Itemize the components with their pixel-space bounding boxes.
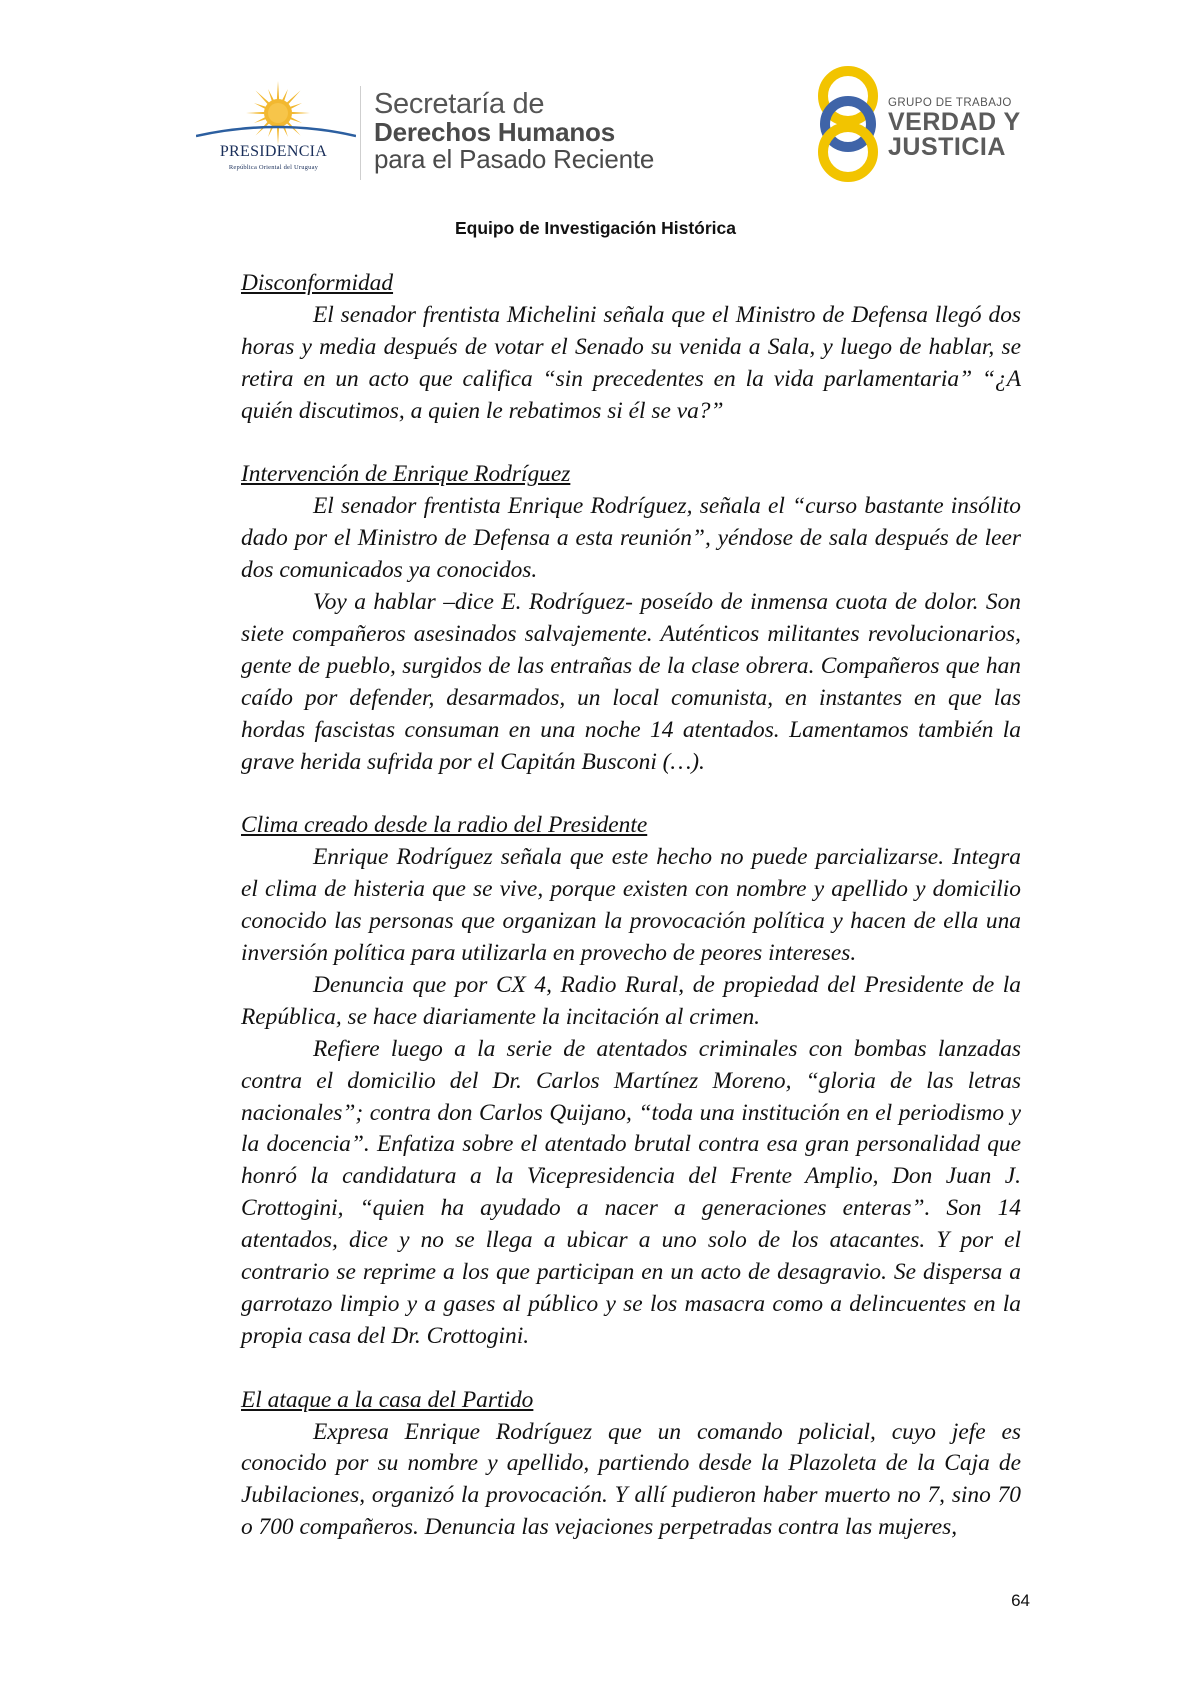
sun-ray bbox=[282, 89, 288, 102]
sun-ray bbox=[277, 81, 279, 100]
paragraph: Denuncia que por CX 4, Radio Rural, de propiedad del Presidente de la República, se hace diariamente la incitación al crimen. bbox=[241, 971, 1021, 1030]
grupo-line-3: JUSTICIA bbox=[888, 133, 1006, 161]
sun-ray bbox=[290, 117, 303, 123]
page-number: 64 bbox=[1011, 1591, 1030, 1610]
section-title: Disconformidad bbox=[241, 270, 394, 296]
secretaria-title bbox=[374, 89, 654, 173]
paragraph: Expresa Enrique Rodríguez que un comando policial, cuyo jefe es conocido por su nombre y apellido, partiendo desde la Plazoleta de la Caja de Jubilaciones, organizó la provocación. Y allí pudieron haber muerto no 7, sino 70 o 700 compañeros. Denuncia las vejaciones perpetradas contra las mujeres, bbox=[241, 1418, 1021, 1541]
paragraph: El senador frentista Michelini señala que el Ministro de Defensa llegó dos horas y media después de votar el Senado su venida a Sala, y luego de hablar, se retira en un acto que califica “sin precedentes en la vida parlamentaria” “¿A quién discutimos, a quien le rebatimos si él se va?” bbox=[241, 301, 1021, 424]
sun-ray bbox=[254, 103, 267, 109]
sun-ray bbox=[254, 117, 267, 123]
section-title: Clima creado desde la radio del Presidente bbox=[241, 812, 648, 839]
presidencia-name: PRESIDENCIA bbox=[219, 143, 328, 160]
page-header bbox=[0, 0, 1191, 200]
presidencia-subtitle: República Oriental del Uruguay bbox=[228, 164, 319, 171]
secretaria-line-2: Derechos Humanos bbox=[374, 117, 615, 147]
sun-ray bbox=[246, 112, 265, 114]
sun-ray bbox=[286, 90, 300, 104]
sun-ray bbox=[268, 89, 274, 102]
grupo-line-1: GRUPO DE TRABAJO bbox=[888, 97, 1012, 109]
section-ataque bbox=[241, 1385, 1021, 1545]
sun-ray bbox=[291, 112, 310, 114]
paragraph: Refiere luego a la serie de atentados criminales con bombas lanzadas contra el domicilio del Dr. Carlos Martínez Moreno, “gloria de las letras nacionales”; contra don Carlos Quijano, “toda una institución en el periodismo y la docencia”. Enfatiza sobre el atentado brutal contra esa gran personalidad que honró la candidatura a la Vicepresidencia del Frente Amplio, Don Juan J. Crottogini, “quien ha ayudado a nacer a generaciones enteras”. Son 14 atentados, dice y no se llega a ubicar a uno solo de los atacantes. Y por el contrario se reprime a los que participan en un acto de desagravio. Se dispersa a garrotazo limpio y a gases al público y se los masacra como a delincuentes en la propia casa del Dr. Crottogini. bbox=[241, 1035, 1021, 1349]
section-disconformidad bbox=[241, 268, 1021, 428]
section-intervencion bbox=[241, 459, 1021, 778]
paragraph: Voy a hablar –dice E. Rodríguez- poseído de inmensa cuota de dolor. Son siete compañeros asesinados salvajemente. Auténticos militantes revolucionarios, gente de pueblo, surgidos de las entrañas de la clase obrera. Compañeros que han caído por defender, desarmados, un local comunista, en instantes en que las hordas fascistas consuman en una noche 14 atentados. Lamentamos también la grave herida sufrida por el Capitán Busconi (…). bbox=[241, 589, 1021, 775]
sun-ray bbox=[290, 103, 303, 109]
header-divider bbox=[360, 86, 361, 180]
grupo-rings-logo bbox=[808, 62, 888, 186]
secretaria-line-3: para el Pasado Reciente bbox=[374, 144, 655, 174]
sun-ray bbox=[255, 90, 269, 104]
paragraph: Enrique Rodríguez señala que este hecho no puede parcializarse. Integra el clima de histeria que se vive, porque existen con nombre y apellido y domicilio conocido las personas que organizan la provocación política y hacen de ella una inversión política para utilizarla en provecho de peores intereses. bbox=[241, 844, 1021, 966]
grupo-line-2: VERDAD Y bbox=[888, 108, 1021, 136]
section-clima bbox=[241, 810, 1021, 1352]
section-title: El ataque a la casa del Partido bbox=[241, 1386, 534, 1413]
team-title: Equipo de Investigación Histórica bbox=[454, 218, 737, 238]
section-title: Intervención de Enrique Rodríguez bbox=[241, 461, 571, 488]
secretaria-line-1: Secretaría de bbox=[374, 88, 545, 120]
paragraph: El senador frentista Enrique Rodríguez, señala el “curso bastante insólito dado por el Ministro de Defensa a esta reunión”, yéndose de sala después de leer dos comunicados ya conocidos. bbox=[241, 493, 1021, 584]
grupo-title bbox=[888, 96, 1021, 160]
document-body bbox=[241, 268, 1021, 1576]
